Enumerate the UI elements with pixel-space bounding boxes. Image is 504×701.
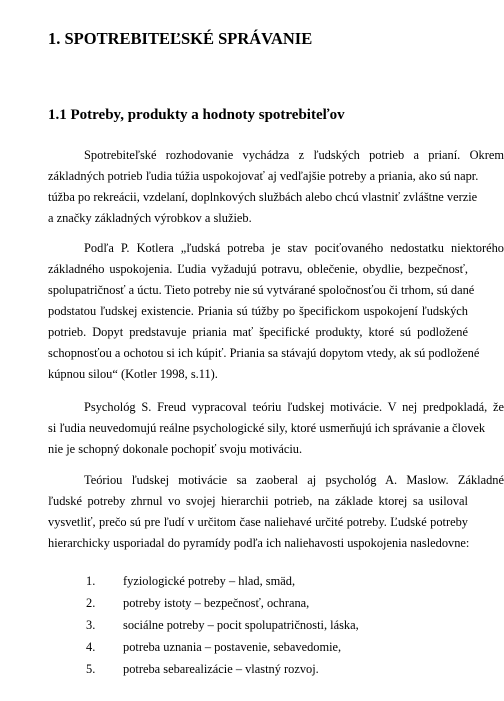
text-line: základného uspokojenia. Ľudia vyžadujú potravu, oblečenie, obydlie, bezpečnosť,	[48, 262, 468, 276]
list-number: 3.	[86, 618, 96, 632]
list-item-text: potreba sebarealizácie – vlastný rozvoj.	[123, 662, 319, 676]
list-number: 5.	[86, 662, 96, 676]
text-line: základných potrieb ľudia túžia uspokojovať aj vedľajšie potreby a priania, ako sú napr.	[48, 169, 479, 183]
chapter-heading: 1. SPOTREBITEĽSKÉ SPRÁVANIE	[48, 29, 313, 48]
list-item	[48, 592, 359, 614]
list-number: 1.	[86, 574, 96, 588]
list-item-text: fyziologické potreby – hlad, smäd,	[123, 574, 296, 588]
text-line: schopnosťou a ochotou si ich kúpiť. Priania sa stávajú dopytom vtedy, ak sú podložené	[48, 346, 480, 360]
text-line: potrieb. Dopyt predstavuje priania mať špecifické produkty, ktoré sú podložené	[48, 325, 468, 339]
list-item	[48, 570, 359, 592]
text-line: Podľa P. Kotlera „ľudská potreba je stav pociťovaného nedostatku niektorého	[84, 241, 504, 255]
list-item-text: potreby istoty – bezpečnosť, ochrana,	[123, 596, 310, 610]
text-line: spolupatričnosť a úctu. Tieto potreby nie sú vytvárané spoločnosťou či trhom, sú dané	[48, 283, 475, 297]
text-line: túžba po rekreácii, vzdelaní, doplnkových službách alebo chcú vlastniť zvláštne verzie	[48, 190, 478, 204]
paragraph-3	[48, 397, 504, 460]
list-item	[48, 614, 359, 636]
list-number: 2.	[86, 596, 96, 610]
list-number: 4.	[86, 640, 96, 654]
list-item	[48, 636, 359, 658]
text-line: vysvetliť, prečo sú pre ľudí v určitom čase naliehavé určité potreby. Ľudské potreby	[48, 515, 468, 529]
paragraph-1	[48, 145, 504, 229]
text-line: Teóriou ľudskej motivácie sa zaoberal aj psychológ A. Maslow. Základné	[84, 473, 504, 487]
text-line: si ľudia neuvedomujú reálne psychologické sily, ktoré usmerňujú ich správanie a človek	[48, 421, 486, 435]
paragraph-4	[48, 470, 504, 554]
text-line: podstatou ľudskej existencie. Priania sú túžby po špecifickom uspokojení ľudských	[48, 304, 468, 318]
text-line: hierarchicky usporiadal do pyramídy podľa ich naliehavosti uspokojenia nasledovne:	[48, 536, 470, 550]
text-line: nie je schopný dokonale pochopiť svoju motiváciu.	[48, 442, 303, 456]
needs-list	[48, 570, 359, 680]
list-item-text: sociálne potreby – pocit spolupatričnosti, láska,	[123, 618, 359, 632]
text-line: a značky základných výrobkov a služieb.	[48, 211, 252, 225]
list-item-text: potreba uznania – postavenie, sebavedomie,	[123, 640, 342, 654]
text-line: ľudské potreby zhrnul vo svojej hierarchii potrieb, na základe ktorej sa usiloval	[48, 494, 468, 508]
text-line: Spotrebiteľské rozhodovanie vychádza z ľudských potrieb a prianí. Okrem	[84, 148, 504, 162]
list-item	[48, 658, 359, 680]
text-line: kúpnou silou“ (Kotler 1998, s.11).	[48, 367, 218, 381]
text-line: Psychológ S. Freud vypracoval teóriu ľudskej motivácie. V nej predpokladá, že	[84, 400, 504, 414]
paragraph-2	[48, 238, 504, 385]
section-heading: 1.1 Potreby, produkty a hodnoty spotrebiteľov	[48, 107, 345, 123]
